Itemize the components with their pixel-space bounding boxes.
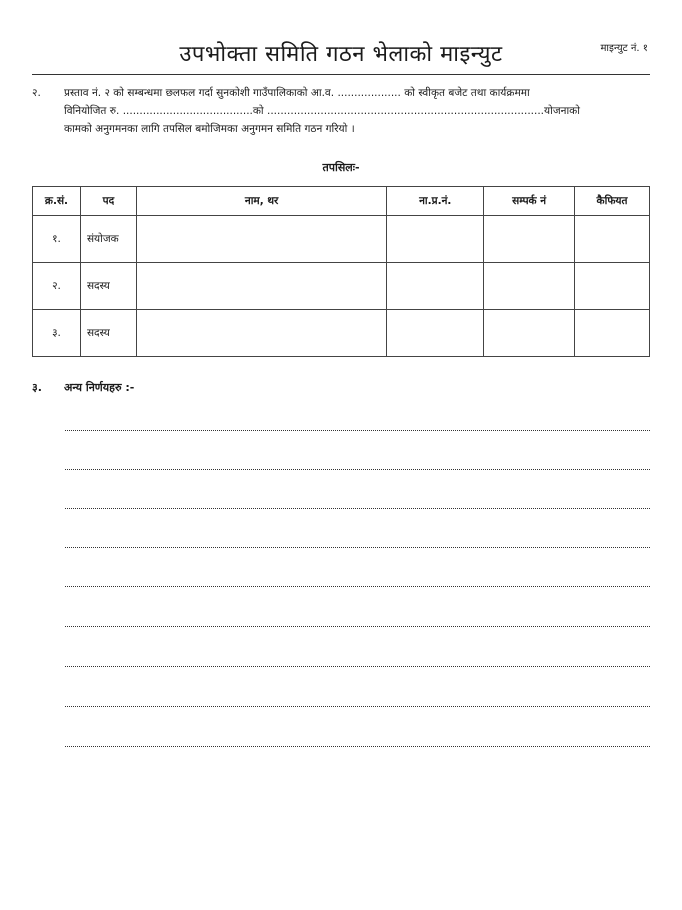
row-sn: १. <box>33 216 81 263</box>
row-post: सदस्य <box>80 310 136 357</box>
table-row <box>33 310 650 357</box>
decision-line-4[interactable] <box>65 547 650 548</box>
row-sn: ३. <box>33 310 81 357</box>
row-citizenship-cell[interactable] <box>387 216 484 263</box>
decision-line-6[interactable] <box>65 626 650 627</box>
row-remarks-cell[interactable] <box>575 263 650 310</box>
section-2-line-3: कामको अनुगमनका लागि तपसिल बमोजिमका अनुगमन समिति गठन गरियो । <box>64 123 355 135</box>
row-sn: २. <box>33 263 81 310</box>
col-header-name: नाम, थर <box>136 187 386 216</box>
committee-table <box>32 186 650 357</box>
decision-line-8[interactable] <box>65 706 650 707</box>
decision-line-2[interactable] <box>65 469 650 470</box>
decision-line-9[interactable] <box>65 746 650 747</box>
row-remarks-cell[interactable] <box>575 310 650 357</box>
table-row <box>33 216 650 263</box>
row-post: संयोजक <box>80 216 136 263</box>
row-name-cell[interactable] <box>136 263 386 310</box>
col-header-sn: क्र.सं. <box>33 187 81 216</box>
section-3-number: ३. <box>32 381 42 394</box>
row-citizenship-cell[interactable] <box>387 263 484 310</box>
row-post: सदस्य <box>80 263 136 310</box>
decision-line-3[interactable] <box>65 508 650 509</box>
section-3-label: अन्य निर्णयहरु :- <box>64 381 135 394</box>
col-header-contact-no: सम्पर्क नं <box>484 187 575 216</box>
col-header-remarks: कैफियत <box>575 187 650 216</box>
section-2-body <box>64 84 650 138</box>
col-header-post: पद <box>80 187 136 216</box>
document-title: उपभोक्ता समिति गठन भेलाको माइन्युट <box>179 42 503 67</box>
row-contact-cell[interactable] <box>484 216 575 263</box>
row-contact-cell[interactable] <box>484 263 575 310</box>
table-row <box>33 263 650 310</box>
row-contact-cell[interactable] <box>484 310 575 357</box>
section-2-line-1: प्रस्ताव नं. २ को सम्बन्धमा छलफल गर्दा सुनकोशी गाउँपालिकाको आ.व. ................... को स्वीकृत बजेट तथा कार्यक्रममा <box>64 87 530 99</box>
row-remarks-cell[interactable] <box>575 216 650 263</box>
row-citizenship-cell[interactable] <box>387 310 484 357</box>
row-name-cell[interactable] <box>136 216 386 263</box>
section-2-line-2: विनियोजित रु. .......................................को ...................................................................................योजनाको <box>64 105 580 117</box>
decision-line-5[interactable] <box>65 586 650 587</box>
header-divider <box>32 74 650 75</box>
decision-line-1[interactable] <box>65 430 650 431</box>
minute-number: माइन्युट नं. १ <box>600 43 648 54</box>
row-name-cell[interactable] <box>136 310 386 357</box>
table-header-row <box>33 187 650 216</box>
section-2-number: २. <box>32 87 41 99</box>
decision-line-7[interactable] <box>65 666 650 667</box>
col-header-citizenship-no: ना.प्र.नं. <box>387 187 484 216</box>
tapsil-heading: तपसिलः- <box>322 161 360 174</box>
